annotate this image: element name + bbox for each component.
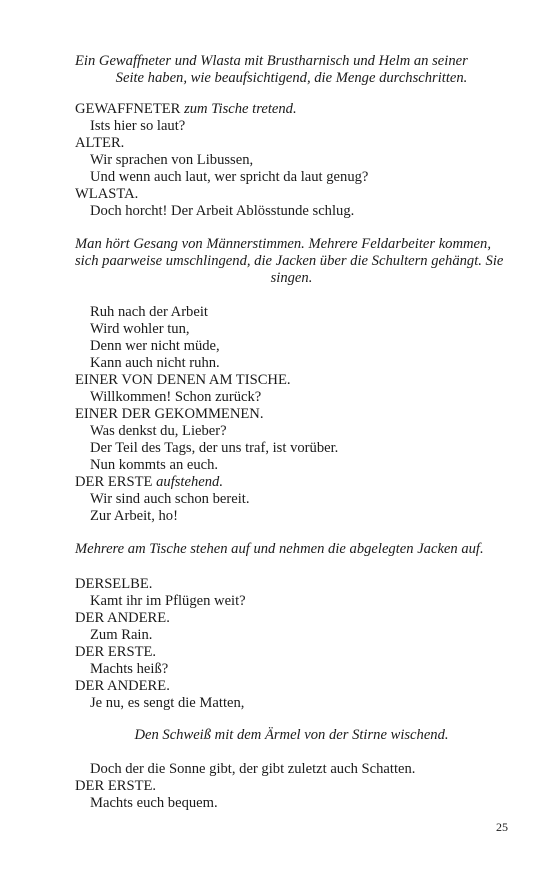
speaker-alter: ALTER. xyxy=(75,135,125,151)
speaker-erste: DER ERSTE. xyxy=(75,778,157,794)
verse-line: Wir sind auch schon bereit. xyxy=(90,491,250,507)
verse-line: Zum Rain. xyxy=(90,627,153,643)
speaker-erste: DER ERSTE. xyxy=(75,644,157,660)
speaker-wlasta: WLASTA. xyxy=(75,186,139,202)
verse-line: Wir sprachen von Libussen, xyxy=(90,152,254,168)
speaker-name: GEWAFFNETER xyxy=(75,101,181,117)
stage-direction-1 xyxy=(75,53,508,87)
stage-direction-line: singen. xyxy=(270,270,313,286)
page-number: 25 xyxy=(496,820,508,834)
song-line: Ruh nach der Arbeit xyxy=(90,304,208,320)
verse-line: Kamt ihr im Pflügen weit? xyxy=(90,593,246,609)
verse-line: Ists hier so laut? xyxy=(90,118,186,134)
verse-line: Machts heiß? xyxy=(90,661,169,677)
speaker-einer-tische: EINER VON DENEN AM TISCHE. xyxy=(75,372,291,388)
stage-direction-line: sich paarweise umschlingend, die Jacken über die Schultern gehängt. Sie xyxy=(75,253,504,269)
stage-direction-4: Den Schweiß mit dem Ärmel von der Stirne wischend. xyxy=(134,727,449,743)
song-line: Denn wer nicht müde, xyxy=(90,338,220,354)
speaker-andere: DER ANDERE. xyxy=(75,678,170,694)
song-line: Kann auch nicht ruhn. xyxy=(90,355,220,371)
speaker-andere: DER ANDERE. xyxy=(75,610,170,626)
stage-direction-line: Ein Gewaffneter und Wlasta mit Brustharnisch und Helm an seiner xyxy=(75,53,468,69)
speaker-name: DER ERSTE xyxy=(75,474,153,490)
speaker-einer-gekommenen: EINER DER GEKOMMENEN. xyxy=(75,406,264,422)
verse-line: Je nu, es sengt die Matten, xyxy=(90,695,245,711)
verse-line: Machts euch bequem. xyxy=(90,795,218,811)
speaker-derselbe: DERSELBE. xyxy=(75,576,153,592)
verse-line: Der Teil des Tags, der uns traf, ist vorüber. xyxy=(90,440,339,456)
stage-direction-line: Man hört Gesang von Männerstimmen. Mehrere Feldarbeiter kommen, xyxy=(75,236,491,252)
verse-line: Doch der die Sonne gibt, der gibt zuletzt auch Schatten. xyxy=(90,761,416,777)
stage-direction-line: Seite haben, wie beaufsichtigend, die Menge durchschritten. xyxy=(115,70,468,86)
verse-line: Was denkst du, Lieber? xyxy=(90,423,227,439)
speaker-direction: zum Tische tretend. xyxy=(184,101,297,117)
song-line: Wird wohler tun, xyxy=(90,321,190,337)
verse-line: Doch horcht! Der Arbeit Ablösstunde schlug. xyxy=(90,203,355,219)
stage-direction-2 xyxy=(75,236,508,287)
speaker-direction: aufstehend. xyxy=(156,474,223,490)
stage-direction-3: Mehrere am Tische stehen auf und nehmen die abgelegten Jacken auf. xyxy=(75,541,484,557)
speaker-gewaffneter xyxy=(75,101,297,118)
verse-line: Nun kommts an euch. xyxy=(90,457,219,473)
verse-line: Und wenn auch laut, wer spricht da laut genug? xyxy=(90,169,369,185)
verse-line: Willkommen! Schon zurück? xyxy=(90,389,262,405)
verse-line: Zur Arbeit, ho! xyxy=(90,508,178,524)
speaker-erste xyxy=(75,474,223,491)
